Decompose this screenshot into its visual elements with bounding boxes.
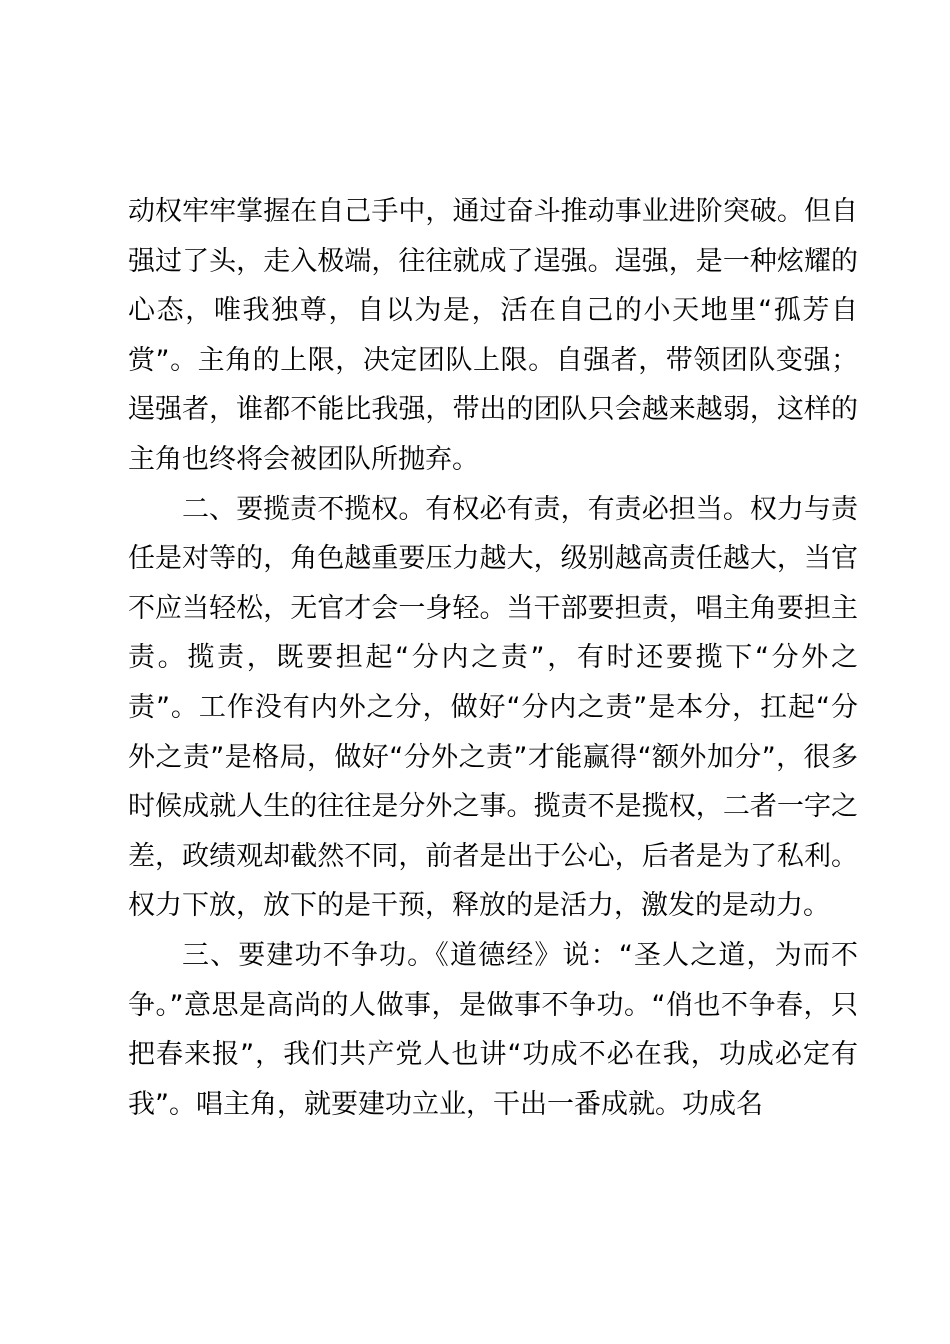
paragraph-section-two: 二、要揽责不揽权。有权必有责，有责必担当。权力与责任是对等的，角色越重要压力越大，级别越高责任越大，当官不应当轻松，无官才会一身轻。当干部要担责，唱主角要担主责。揽责，既要担起“分内之责”，有时还要揽下“分外之责”。工作没有内外之分，做好“分内之责”是本分，扛起“分外之责”是格局，做好“分外之责”才能赢得“额外加分”，很多时候成就人生的往往是分外之事。揽责不是揽权，二者一字之差，政绩观却截然不同，前者是出于公心，后者是为了私利。权力下放，放下的是干预，释放的是活力，激发的是动力。 [128,493,858,922]
paragraph-continuation: 动权牢牢掌握在自己手中，通过奋斗推动事业进阶突破。但自强过了头，走入极端，往往就成了逞强。逞强，是一种炫耀的心态，唯我独尊，自以为是，活在自己的小天地里“孤芳自赏”。主角的上限，决定团队上限。自强者，带领团队变强；逞强者，谁都不能比我强，带出的团队只会越来越弱，这样的主角也终将会被团队所抛弃。 [128,196,858,475]
paragraph-section-three: 三、要建功不争功。《道德经》说：“圣人之道，为而不争。”意思是高尚的人做事，是做事不争功。“俏也不争春，只把春来报”，我们共产党人也讲“功成不必在我，功成必定有我”。唱主角，就要建功立业，干出一番成就。功成名 [128,939,858,1120]
document-body [128,187,858,1129]
